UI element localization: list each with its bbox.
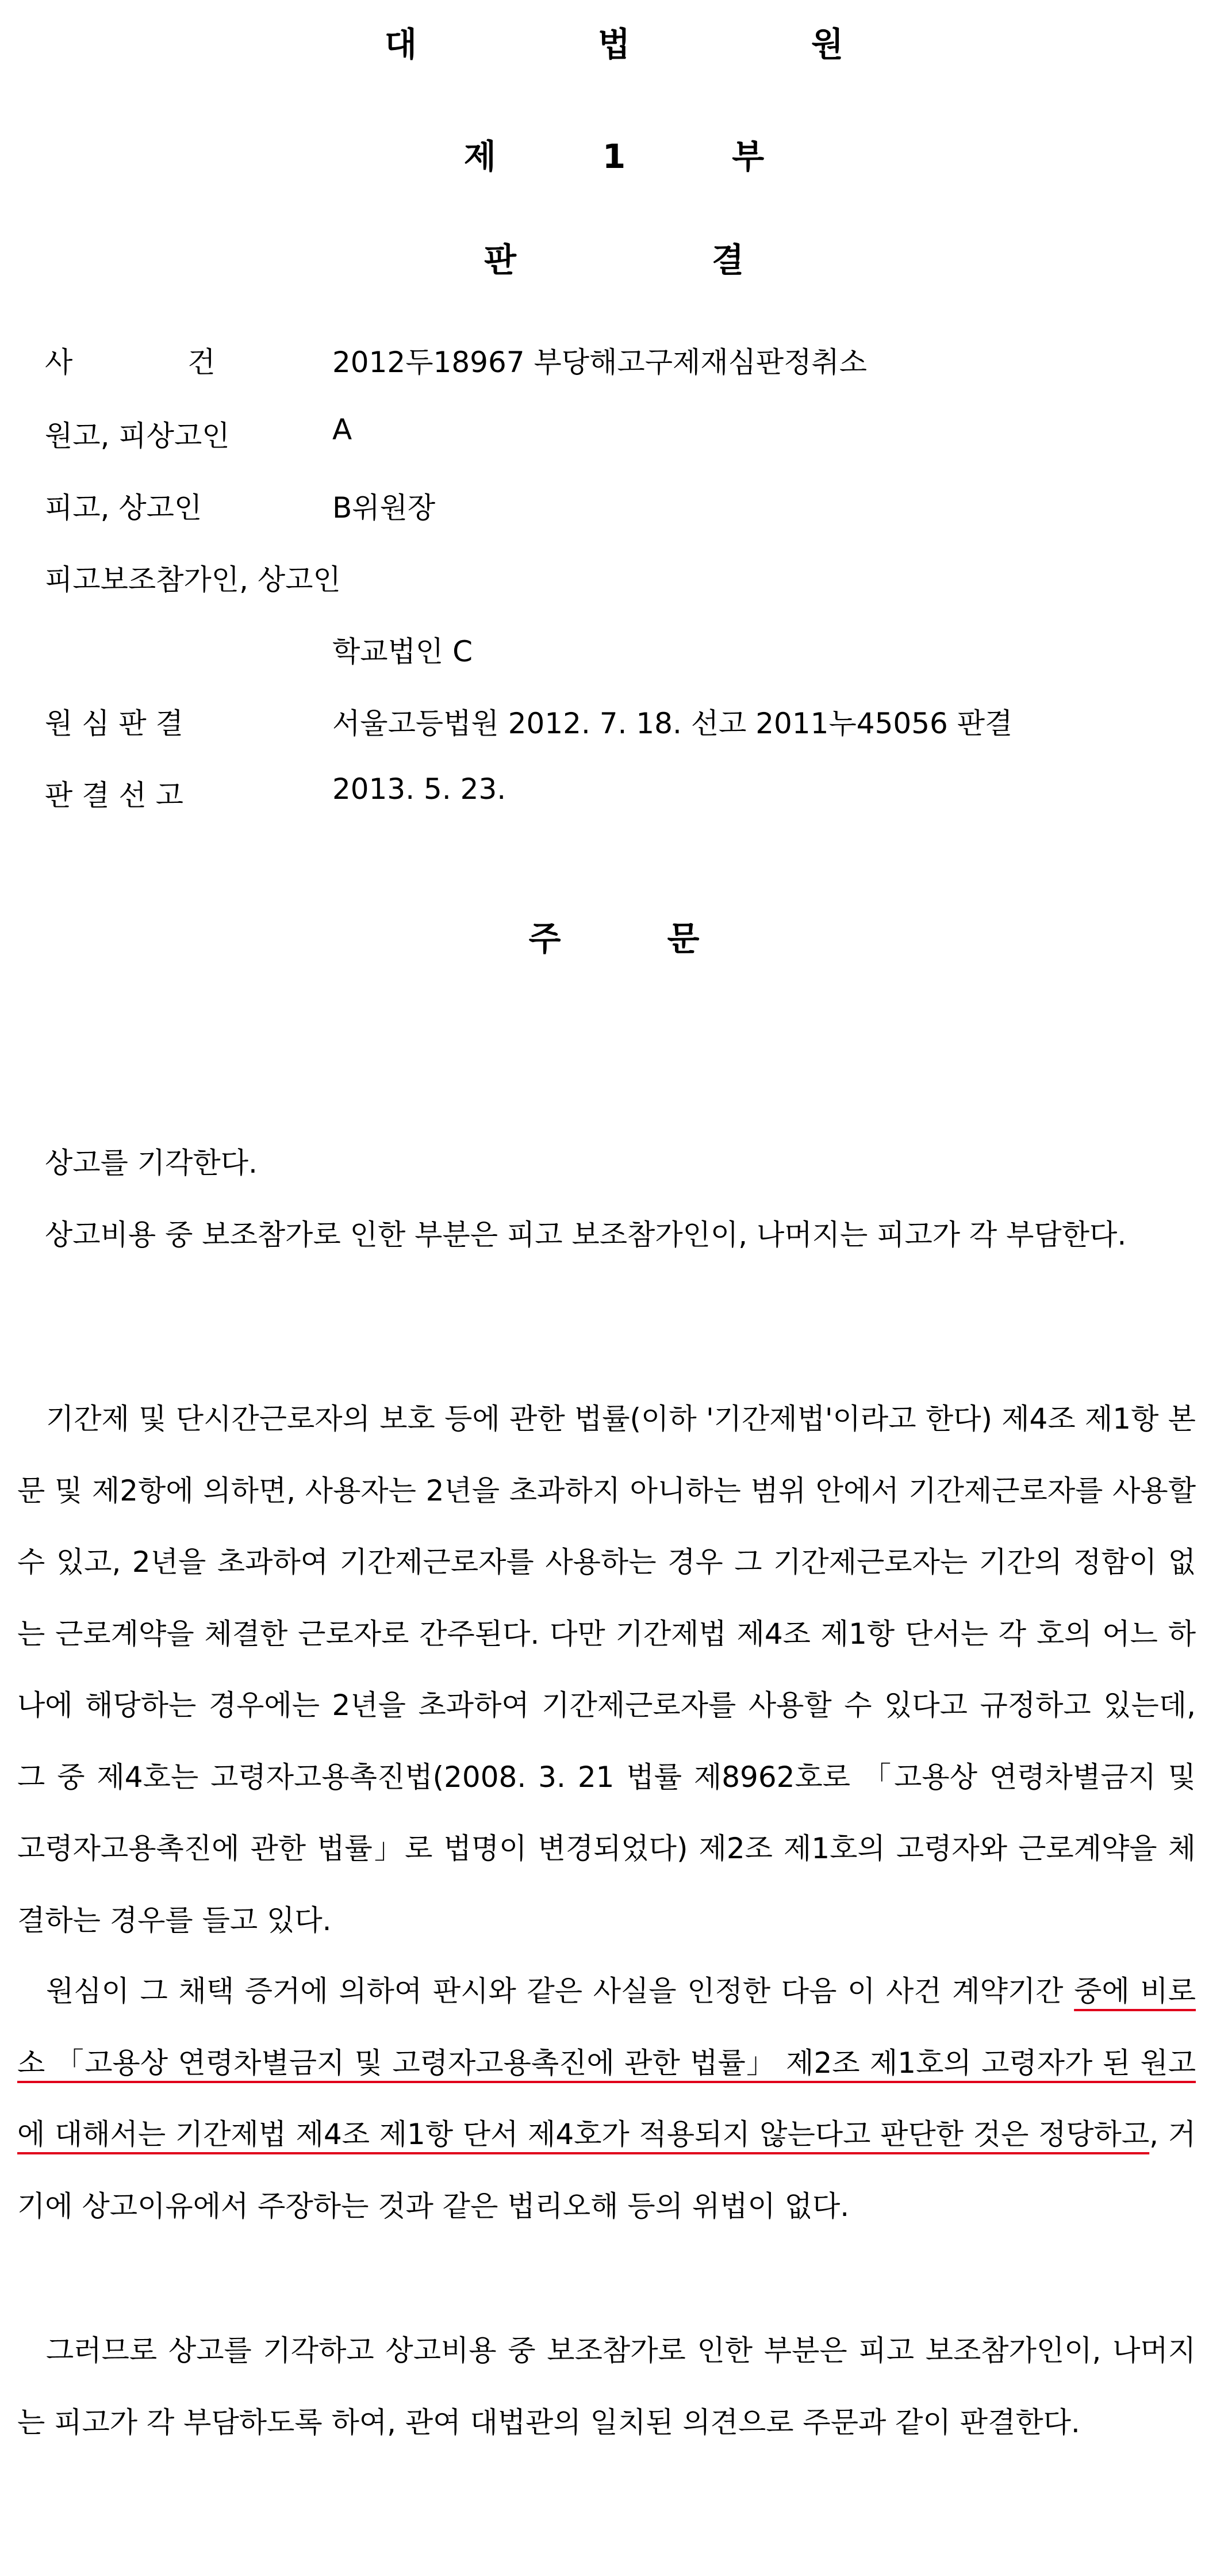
court-name [0,17,1228,66]
division-char-1: 제 [463,137,496,176]
disposition-line-1: 상고를 기각한다. [45,1146,258,1180]
case-value: 2012두18967 부당해고구제재심판정취소 [332,346,868,379]
reasoning-paragraph-3 [17,2315,1196,2458]
lower-judgment-value: 서울고등법원 2012. 7. 18. 선고 2011누45056 판결 [332,707,1013,740]
reasoning-paragraph-1-text: 기간제 및 단시간근로자의 보호 등에 관한 법률(이하 '기간제법'이라고 한다) 제4조 제1항 본문 및 제2항에 의하면, 사용자는 2년을 초과하지 아니하는 범위 안에서 기간제근로자를 사용할 수 있고, 2년을 초과하여 기간제근로자를 사용하는 경우 그 기간제근로자는 기간의 정함이 없는 근로계약을 체결한 근로자로 간주된다. 다만 기간제법 제4조 제1항 단서는 각 호의 어느 하나에 해당하는 경우에는 2년을 초과하여 기간제근로자를 사용할 수 있다고 규정하고 있는데, 그 중 제4호는 고령자고용촉진법(2008. 3. 21 법률 제8962호로 「고용상 연령차별금지 및 고령자고용촉진에 관한 법률」로 법명이 변경되었다) 제2조 제1호의 고령자와 근로계약을 체결하는 경우를 들고 있다. [17,1402,1196,1937]
doc-type-char-1: 판 [483,240,516,280]
doc-type-char-2: 결 [712,240,745,280]
document-type [0,233,1228,281]
plaintiff-label: 원고, 피상고인 [45,419,230,453]
court-name-char-3: 원 [811,25,844,64]
reasoning-paragraph-2-end: , 거기에 상고이유에서 주장하는 것과 같은 법리오해 등의 위법이 없다. [17,2118,1196,2223]
division-char-3: 부 [732,137,765,176]
case-label: 사 건 [45,346,216,379]
reasoning-paragraph-1 [17,1383,1196,1956]
judgment-date-label: 판 결 선 고 [45,779,183,812]
judgment-date-value: 2013. 5. 23. [332,772,506,806]
section-title-char-2: 문 [667,919,700,958]
defendant-value: B위원장 [332,491,436,525]
section-title-char-1: 주 [528,919,561,958]
court-name-char-2: 법 [597,25,631,64]
section-title [0,912,1228,960]
reasoning-paragraph-2-start: 원심이 그 채택 증거에 의하여 판시와 같은 사실을 인정한 다음 이 사건 계약기간 [46,1974,1074,2008]
reasoning-paragraph-2 [17,1955,1196,2242]
reasoning-paragraph-3-text: 그러므로 상고를 기각하고 상고비용 중 보조참가로 인한 부분은 피고 보조참가인이, 나머지는 피고가 각 부담하도록 하여, 관여 대법관의 일치된 의견으로 주문과 같이 판결한다. [17,2334,1196,2439]
highlighted-holding: 중에 비로소 「고용상 연령차별금지 및 고령자고용촉진에 관한 법률」 제2조 제1호의 고령자가 된 원고에 대해서는 기간제법 제4조 제1항 단서 제4호가 적용되지 않는다고 판단한 것은 정당하고 [17,1974,1196,2151]
lower-judgment-label: 원 심 판 결 [45,707,183,740]
disposition-line-2: 상고비용 중 보조참가로 인한 부분은 피고 보조참가인이, 나머지는 피고가 각 부담한다. [45,1218,1127,1251]
division-char-2: 1 [602,137,626,176]
plaintiff-value: A [332,413,352,446]
court-name-char-1: 대 [384,25,417,64]
division-title [0,129,1228,178]
defendant-label: 피고, 상고인 [45,491,202,525]
intervenor-label: 피고보조참가인, 상고인 [45,563,341,596]
intervenor-value: 학교법인 C [332,635,473,668]
